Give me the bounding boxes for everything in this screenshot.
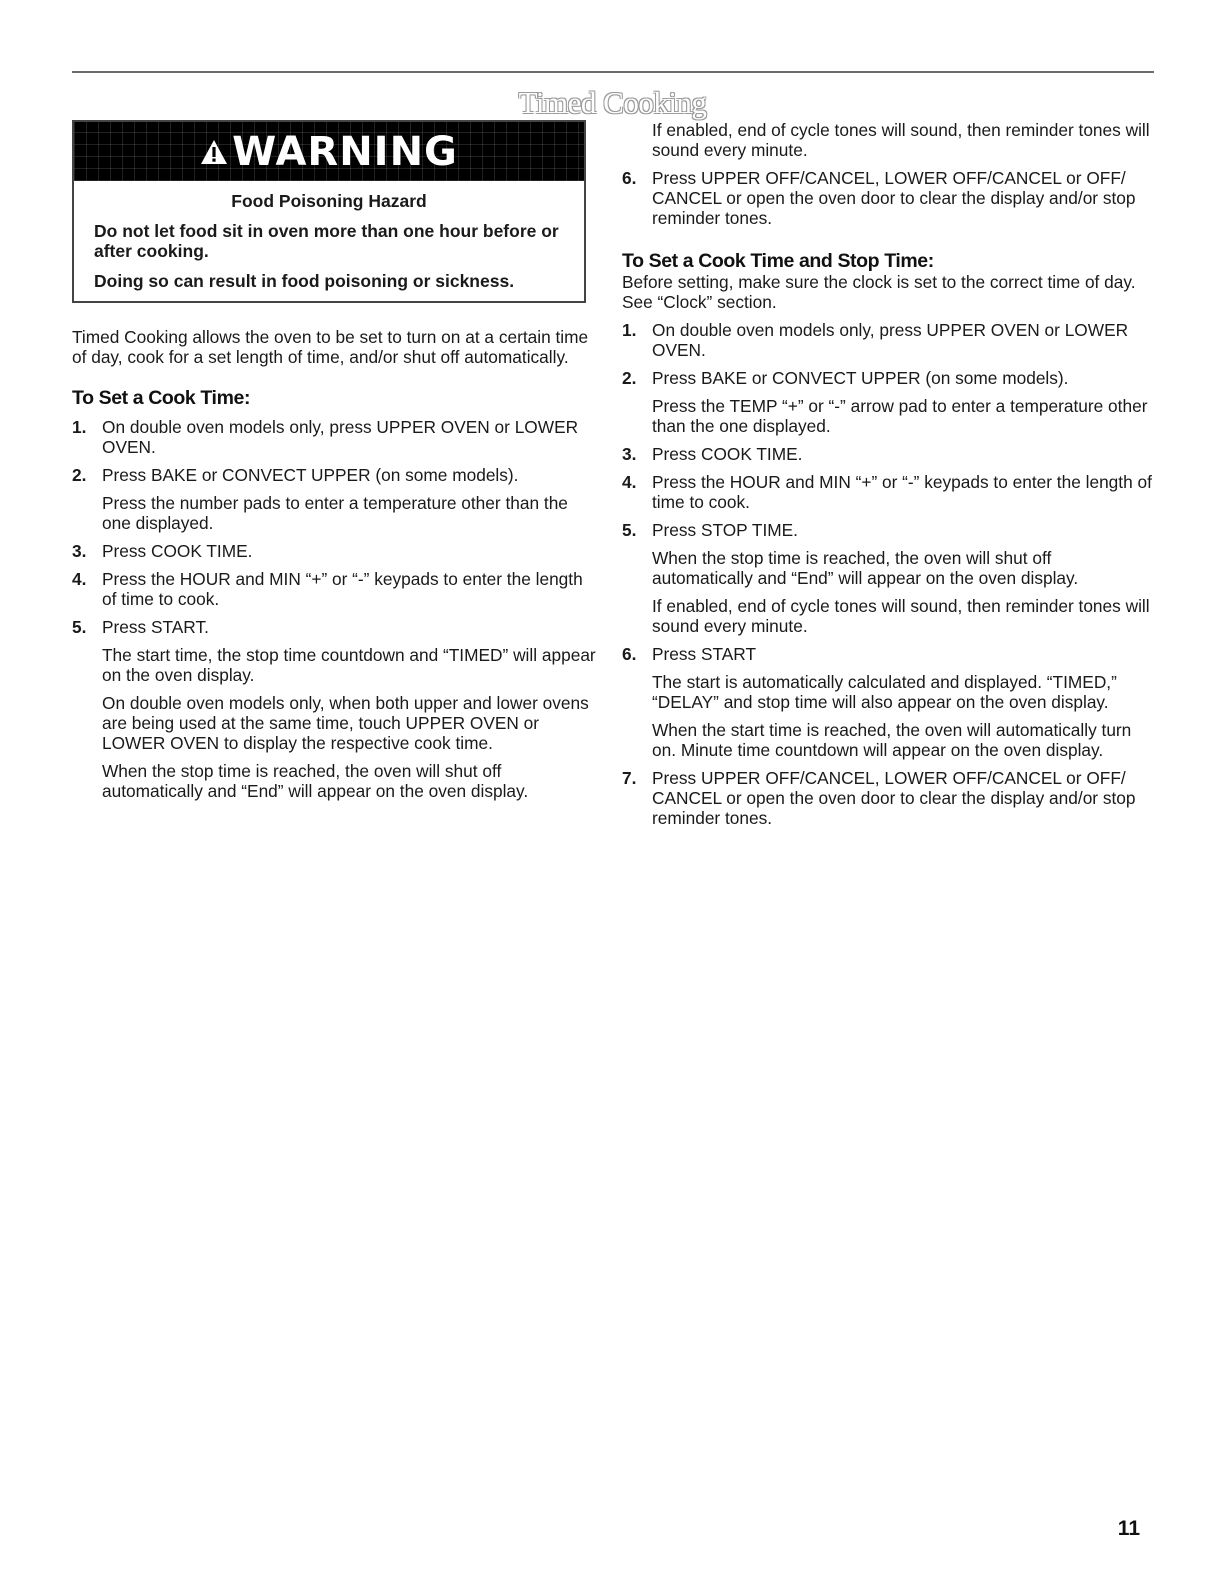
warning-line-2: Doing so can result in food poisoning or sickness.: [94, 271, 515, 291]
step-item: [622, 320, 1152, 360]
step-number: 5.: [72, 617, 87, 637]
warning-triangle-icon: [200, 138, 228, 166]
step-note: Press the number pads to enter a temperature other than the one displayed.: [102, 493, 568, 533]
step-note: When the stop time is reached, the oven will shut off automatically and “End” will appear on the oven display.: [652, 548, 1079, 588]
continued-note: If enabled, end of cycle tones will sound, then reminder tones will sound every minute.: [652, 120, 1150, 160]
cook-time-steps: [72, 417, 597, 801]
step-text: On double oven models only, press UPPER OVEN or LOWER OVEN.: [652, 320, 1129, 360]
step-text: Press the HOUR and MIN “+” or “-” keypads to enter the length of time to cook.: [102, 569, 583, 609]
page-title: Timed Cooking: [518, 85, 707, 120]
step-number: 2.: [72, 465, 87, 485]
step-text: Press COOK TIME.: [102, 541, 253, 561]
step-number: 5.: [622, 520, 637, 540]
top-rule: [72, 71, 1154, 73]
step-number: 3.: [72, 541, 87, 561]
section-heading-cook-stop-time: To Set a Cook Time and Stop Time:: [622, 250, 934, 272]
step-number: 4.: [622, 472, 637, 492]
step-item: [72, 465, 597, 533]
step-text: Press BAKE or CONVECT UPPER (on some models).: [102, 465, 519, 485]
step-text: On double oven models only, press UPPER OVEN or LOWER OVEN.: [102, 417, 579, 457]
step-note: Press the TEMP “+” or “-” arrow pad to enter a temperature other than the one displayed.: [652, 396, 1148, 436]
step-text: Press STOP TIME.: [652, 520, 798, 540]
step-item: [622, 768, 1152, 828]
step-note: The start time, the stop time countdown and “TIMED” will appear on the oven display.: [102, 645, 596, 685]
step-number: 7.: [622, 768, 637, 788]
section-intro: Before setting, make sure the clock is set to the correct time of day. See “Clock” section.: [622, 272, 1136, 312]
step-note: On double oven models only, when both upper and lower ovens are being used at the same time, touch UPPER OVEN or LOWER OVEN to display the respective cook time.: [102, 693, 589, 753]
step-text: Press UPPER OFF/CANCEL, LOWER OFF/CANCEL or OFF/ CANCEL or open the oven door to clear the display and/or stop reminder tones.: [652, 168, 1136, 228]
cook-time-steps-continued: [622, 168, 1152, 228]
left-column: [72, 120, 597, 801]
step-number: 6.: [622, 644, 637, 664]
warning-line-1: Do not let food sit in oven more than one hour before or after cooking.: [94, 221, 559, 261]
step-number: 1.: [622, 320, 637, 340]
page-number: 11: [1117, 1517, 1140, 1540]
step-number: 6.: [622, 168, 637, 188]
step-note: When the stop time is reached, the oven will shut off automatically and “End” will appear on the oven display.: [102, 761, 529, 801]
step-text: Press START: [652, 644, 757, 664]
hazard-title: Food Poisoning Hazard: [231, 191, 427, 211]
right-column: [622, 120, 1152, 828]
step-number: 4.: [72, 569, 87, 589]
step-item: [72, 417, 597, 457]
step-item: [622, 168, 1152, 228]
step-note: When the start time is reached, the oven will automatically turn on. Minute time countdown will appear on the oven display.: [652, 720, 1132, 760]
step-text: Press COOK TIME.: [652, 444, 803, 464]
step-text: Press UPPER OFF/CANCEL, LOWER OFF/CANCEL or OFF/ CANCEL or open the oven door to clear the display and/or stop reminder tones.: [652, 768, 1136, 828]
warning-box: [72, 120, 586, 303]
intro-paragraph: Timed Cooking allows the oven to be set to turn on at a certain time of day, cook for a set length of time, and/or shut off automatically.: [72, 327, 589, 367]
step-item: [72, 617, 597, 801]
step-number: 3.: [622, 444, 637, 464]
step-item: [622, 444, 1152, 464]
step-item: [622, 520, 1152, 636]
step-item: [72, 541, 597, 561]
step-note: If enabled, end of cycle tones will sound, then reminder tones will sound every minute.: [652, 596, 1150, 636]
step-number: 1.: [72, 417, 87, 437]
cook-stop-time-steps: [622, 320, 1152, 828]
warning-body: [74, 181, 584, 301]
section-heading-cook-time: To Set a Cook Time:: [72, 387, 251, 409]
warning-word: WARNING: [232, 128, 458, 175]
step-number: 2.: [622, 368, 637, 388]
step-text: Press START.: [102, 617, 209, 637]
step-note: The start is automatically calculated and displayed. “TIMED,” “DELAY” and stop time will also appear on the oven display.: [652, 672, 1117, 712]
step-item: [622, 472, 1152, 512]
step-item: [72, 569, 597, 609]
warning-header: [74, 122, 584, 181]
step-text: Press the HOUR and MIN “+” or “-” keypads to enter the length of time to cook.: [652, 472, 1152, 512]
step-item: [622, 644, 1152, 760]
step-item: [622, 368, 1152, 436]
step-text: Press BAKE or CONVECT UPPER (on some models).: [652, 368, 1069, 388]
